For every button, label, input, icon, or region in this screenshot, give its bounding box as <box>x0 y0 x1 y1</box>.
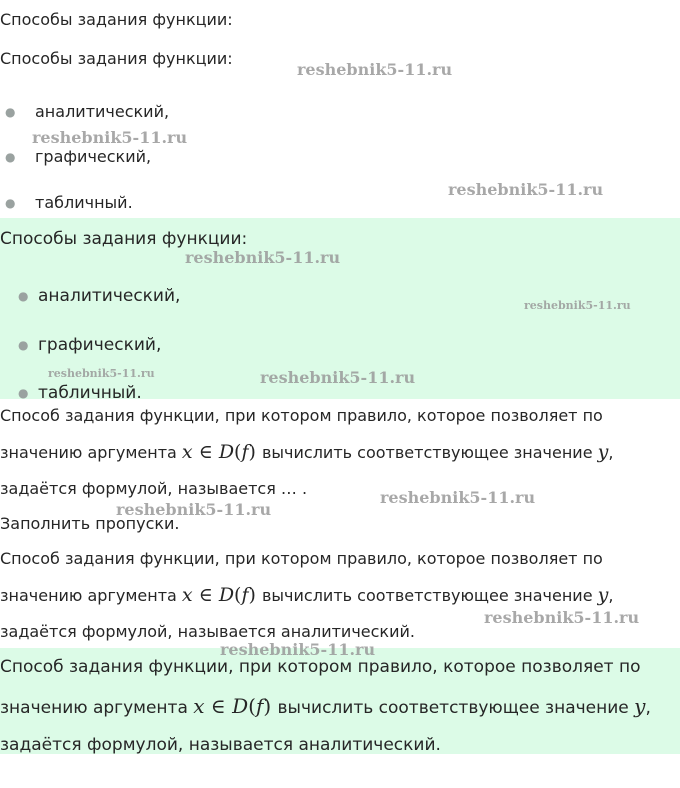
list-item-label: табличный. <box>38 383 142 399</box>
instruction-text: Заполнить пропуски. <box>0 514 180 533</box>
page-heading: Способы задания функции: <box>0 10 233 29</box>
watermark: reshebnik5-11.ru <box>185 248 341 267</box>
list-item-label: графический, <box>35 147 152 166</box>
answer-line-3: задаётся формулой, называется аналитический. <box>0 622 415 641</box>
answer-line-3: задаётся формулой, называется аналитический. <box>0 735 441 755</box>
list-item-label: аналитический, <box>38 286 181 306</box>
watermark: reshebnik5-11.ru <box>484 608 640 627</box>
question-line-2: значению аргумента x ∈ D(f) вычислить соответствующее значение y, <box>0 441 614 463</box>
answer-line-1: Способ задания функции, при котором правило, которое позволяет по <box>0 549 603 568</box>
bullet-icon: ● <box>5 196 16 210</box>
list-item-label: табличный. <box>35 193 133 212</box>
answer-line-2: значению аргумента x ∈ D(f) вычислить соответствующее значение y, <box>0 694 651 718</box>
watermark: reshebnik5-11.ru <box>116 500 272 519</box>
bullet-icon: ● <box>18 338 29 352</box>
list-title: Способы задания функции: <box>0 49 233 68</box>
answer-line-2: значению аргумента x ∈ D(f) вычислить соответствующее значение y, <box>0 584 614 606</box>
math-y: y <box>597 584 609 606</box>
math-expression: x ∈ D(f) <box>181 584 256 606</box>
math-y: y <box>597 441 609 463</box>
highlight-block-answer <box>0 648 680 754</box>
list-item-label: аналитический, <box>35 102 170 121</box>
bullet-icon: ● <box>5 105 16 119</box>
question-line-1: Способ задания функции, при котором правило, которое позволяет по <box>0 406 603 425</box>
watermark: reshebnik5-11.ru <box>297 60 453 79</box>
math-y: y <box>634 694 646 718</box>
bullet-icon: ● <box>18 289 29 303</box>
watermark: reshebnik5-11.ru <box>380 488 536 507</box>
watermark: reshebnik5-11.ru <box>260 368 416 387</box>
watermark: reshebnik5-11.ru <box>448 180 604 199</box>
list-item-label: графический, <box>38 335 162 355</box>
bullet-icon: ● <box>5 150 16 164</box>
watermark: reshebnik5-11.ru <box>524 299 631 312</box>
watermark: reshebnik5-11.ru <box>32 128 188 147</box>
question-line-3: задаётся формулой, называется … . <box>0 479 308 498</box>
math-expression: x ∈ D(f) <box>193 694 272 718</box>
watermark: reshebnik5-11.ru <box>220 640 376 659</box>
bullet-icon: ● <box>18 386 29 399</box>
answer-line-1: Способ задания функции, при котором правило, которое позволяет по <box>0 657 641 677</box>
math-expression: x ∈ D(f) <box>181 441 256 463</box>
list-title: Способы задания функции: <box>0 229 248 249</box>
watermark: reshebnik5-11.ru <box>48 367 155 380</box>
